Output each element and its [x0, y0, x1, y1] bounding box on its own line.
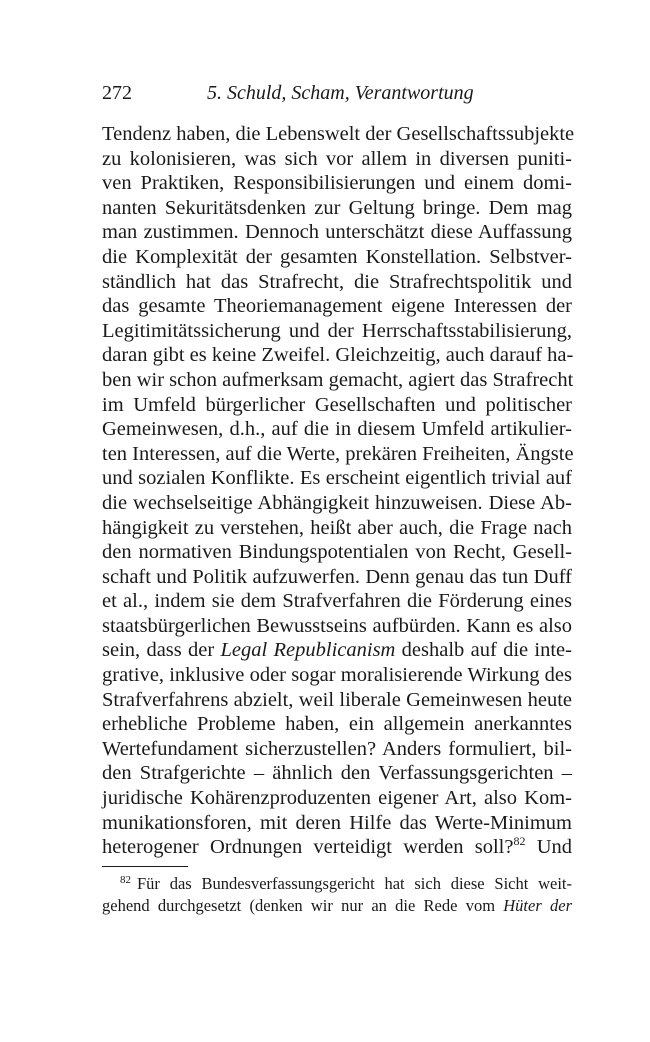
footnote-line	[102, 895, 572, 917]
text-line: den normativen Bindungspotentialen von Recht, Gesell-	[102, 541, 572, 564]
text-line: ven Praktiken, Responsibilisierungen und einem domi-	[102, 172, 572, 195]
text-line: erhebliche Probleme haben, ein allgemein anerkanntes	[102, 713, 572, 736]
text-segment: Für das Bundesverfassungsgericht hat sich diese Sicht weit-	[137, 874, 572, 893]
text-line: hängigkeit zu verstehen, heißt aber auch, die Frage nach	[102, 516, 572, 539]
text-line: et al., indem sie dem Strafverfahren die Förderung eines	[102, 590, 572, 613]
text-line: die Komplexität der gesamten Konstellation. Selbstver-	[102, 245, 572, 268]
running-head-title: 5. Schuld, Scham, Verantwortung	[207, 82, 474, 104]
text-line: ständlich hat das Strafrecht, die Strafrechtspolitik und	[102, 270, 572, 293]
text-line: den Strafgerichte – ähnlich den Verfassungsgerichten –	[102, 762, 572, 785]
text-line: Gemeinwesen, d.h., auf die in diesem Umfeld artikulier-	[102, 418, 572, 441]
text-line: daran gibt es keine Zweifel. Gleichzeitig, auch darauf ha-	[102, 344, 574, 367]
text-segment: heterogener Ordnungen verteidigt werden soll?	[102, 836, 514, 859]
italic-term: Hüter der	[503, 896, 572, 915]
text-line: man zustimmen. Dennoch unterschätzt diese Auffassung	[102, 221, 572, 244]
text-line: die wechselseitige Abhängigkeit hinzuweisen. Diese Ab-	[102, 491, 572, 514]
text-line: nanten Sekuritätsdenken zur Geltung bringe. Dem mag	[102, 196, 572, 219]
text-segment: gehend durchgesetzt (denken wir nur an die Rede vom	[102, 896, 504, 915]
footnote-divider	[102, 866, 188, 867]
text-line-with-footnote-ref	[102, 835, 572, 860]
text-line: Tendenz haben, die Lebenswelt der Gesellschaftssubjekte	[102, 123, 575, 145]
italic-term: Legal Republicanism	[220, 639, 396, 662]
text-line: im Umfeld bürgerlicher Gesellschaften und politischer	[102, 393, 572, 416]
page-number: 272	[102, 82, 132, 104]
text-line: das gesamte Theoriemanagement eigene Interessen der	[102, 295, 572, 318]
text-line: Wertefundament sicherzustellen? Anders formuliert, bil-	[102, 737, 572, 760]
text-line: schaft und Politik aufzuwerfen. Denn genau das tun Duff	[102, 565, 572, 588]
text-segment: sein, dass der	[102, 639, 221, 662]
text-line: grative, inklusive oder sogar moralisierende Wirkung des	[102, 664, 572, 687]
text-line: juridische Kohärenzproduzenten eigener Art, also Kom-	[102, 787, 572, 810]
footnote-reference[interactable]: 82	[513, 834, 526, 849]
running-header	[102, 82, 572, 112]
text-line-with-italic	[102, 638, 572, 663]
text-line: zu kolonisieren, was sich vor allem in diversen puniti-	[102, 147, 572, 170]
footnote-number: 82	[120, 874, 131, 886]
text-segment: Und	[525, 836, 572, 859]
text-line: Strafverfahrens abzielt, weil liberale Gemeinwesen heute	[102, 688, 572, 711]
text-line: staatsbürgerlichen Bewusstseins aufbürden. Kann es also	[102, 614, 572, 637]
text-line: Legitimitätssicherung und der Herrschaftsstabilisierung,	[102, 319, 572, 342]
footnote	[102, 873, 572, 917]
body-text	[102, 122, 575, 860]
footnote-line	[102, 873, 572, 895]
text-line: ten Interessen, auf die Werte, prekären Freiheiten, Ängste	[102, 442, 574, 465]
text-line: ben wir schon aufmerksam gemacht, agiert das Strafrecht	[102, 368, 574, 391]
text-segment: deshalb auf die inte-	[395, 639, 572, 662]
text-line: munikationsforen, mit deren Hilfe das Werte-Minimum	[102, 811, 572, 834]
text-line: und sozialen Konflikte. Es erscheint eigentlich trivial auf	[102, 467, 572, 490]
